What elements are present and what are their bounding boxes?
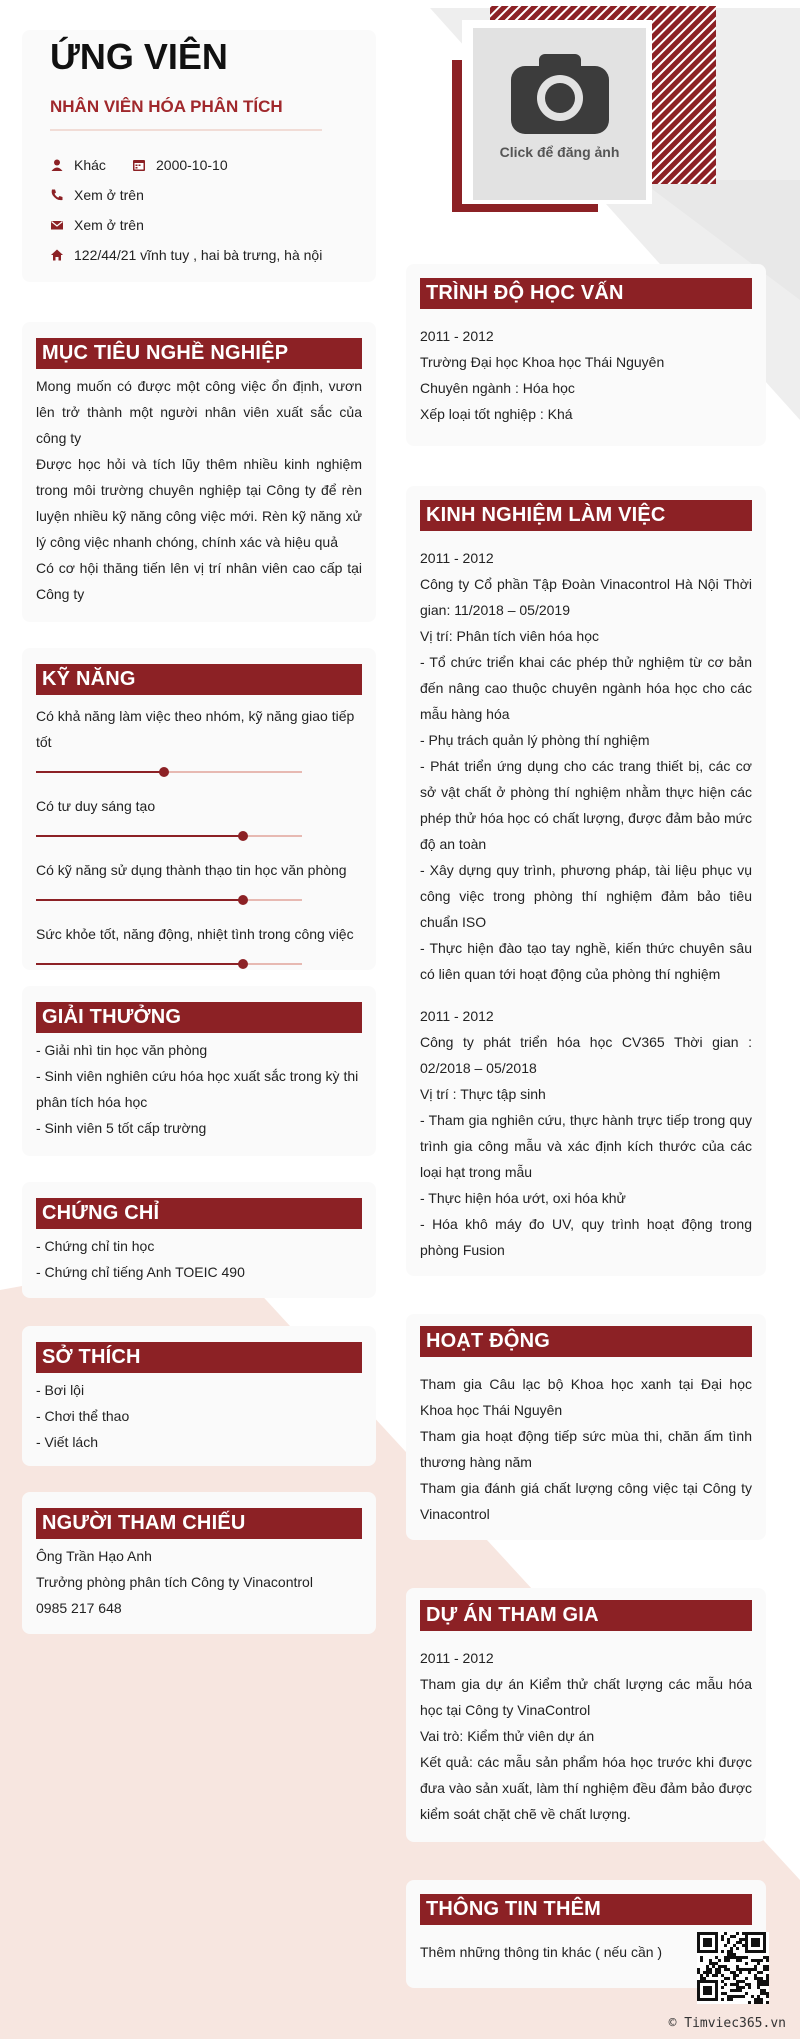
skill-bar <box>36 829 302 843</box>
awards-body <box>36 1037 362 1141</box>
activity-item: Tham gia Câu lạc bộ Khoa học xanh tại Đại học Khoa học Thái Nguyên <box>420 1376 752 1418</box>
certificate-item: - Chứng chỉ tin học <box>36 1238 155 1254</box>
skills-section <box>22 648 376 970</box>
certificates-title: CHỨNG CHỈ <box>36 1198 362 1229</box>
gender-row <box>50 157 106 173</box>
job-period: 2011 - 2012 <box>420 550 494 566</box>
certificates-body <box>36 1233 362 1285</box>
skills-title: KỸ NĂNG <box>36 664 362 695</box>
job-period: 2011 - 2012 <box>420 1008 494 1024</box>
calendar-icon <box>132 158 146 172</box>
reference-line: Ông Trần Hạo Anh <box>36 1548 152 1564</box>
job-duty: - Thực hiện đào tạo tay nghề, kiến thức chuyên sâu có liên quan tới hoạt động của phòng thí nghiệm <box>420 940 752 982</box>
project-role: Vai trò: Kiểm thử viên dự án <box>420 1728 595 1744</box>
phone-row <box>50 187 144 203</box>
job-duty: - Tổ chức triển khai các phép thử nghiệm từ cơ bản đến nâng cao thuộc chuyên ngành hóa học cho các mẫu hàng hóa <box>420 654 752 722</box>
career-goal-line: Được học hỏi và tích lũy thêm nhiều kinh nghiệm trong môi trường chuyên nghiệp tại Công ty để rèn luyện nhiều kỹ năng công việc mới. Rèn kỹ năng xử lý công việc nhanh chóng, chính xác và hiệu quả <box>36 456 362 550</box>
reference-line: Trưởng phòng phân tích Công ty Vinacontrol <box>36 1574 313 1590</box>
skill-label: Có kỹ năng sử dụng thành thạo tin học văn phòng <box>36 862 347 878</box>
skill-knob <box>238 831 248 841</box>
education-body <box>420 323 752 427</box>
phone-icon <box>50 188 64 202</box>
education-title: TRÌNH ĐỘ HỌC VẤN <box>420 278 752 309</box>
activity-item: Tham gia hoạt động tiếp sức mùa thi, chăn ấm tình thương hàng năm <box>420 1428 752 1470</box>
hobby-item: - Chơi thể thao <box>36 1408 130 1424</box>
more-info-title: THÔNG TIN THÊM <box>420 1894 752 1925</box>
award-item: - Sinh viên nghiên cứu hóa học xuất sắc trong kỳ thi phân tích hóa học <box>36 1068 359 1110</box>
project-period: 2011 - 2012 <box>420 1650 494 1666</box>
projects-body <box>420 1645 752 1827</box>
job-duty: - Phát triển ứng dụng cho các trang thiết bị, các cơ sở vật chất ở phòng thí nghiệm nhằm thực hiện các phép thử hóa học có chất lượng, được đảm bảo mức độ an toàn <box>420 758 752 852</box>
projects-title: DỰ ÁN THAM GIA <box>420 1600 752 1631</box>
hobbies-body <box>36 1377 362 1455</box>
email-value: Xem ở trên <box>74 217 144 233</box>
photo-upload-caption: Click để đăng ảnh <box>499 144 620 160</box>
activities-body <box>420 1371 752 1527</box>
job-position: Vị trí : Thực tập sinh <box>420 1086 546 1102</box>
certificates-section <box>22 1182 376 1298</box>
job-title: NHÂN VIÊN HÓA PHÂN TÍCH <box>50 97 283 116</box>
career-goal-line: Mong muốn có được một công việc ổn định, vươn lên trở thành một người nhân viên xuất sắc của công ty <box>36 378 362 446</box>
phone-value: Xem ở trên <box>74 187 144 203</box>
hobbies-title: SỞ THÍCH <box>36 1342 362 1373</box>
job-duty: - Tham gia nghiên cứu, thực hành trực tiếp trong quy trình gia công mẫu và xác định kích thước của các loại hạt trong mẫu <box>420 1112 752 1180</box>
education-major: Chuyên ngành : Hóa học <box>420 380 575 396</box>
education-period: 2011 - 2012 <box>420 328 494 344</box>
activities-section <box>406 1314 766 1540</box>
certificate-item: - Chứng chỉ tiếng Anh TOEIC 490 <box>36 1264 245 1280</box>
skills-list <box>36 703 362 971</box>
awards-section <box>22 986 376 1156</box>
hobby-item: - Bơi lội <box>36 1382 85 1398</box>
skill-fill <box>36 771 164 773</box>
more-info-text: Thêm những thông tin khác ( nếu cần ) <box>420 1944 663 1960</box>
awards-title: GIẢI THƯỞNG <box>36 1002 362 1033</box>
skill-label: Có khả năng làm việc theo nhóm, kỹ năng giao tiếp tốt <box>36 708 355 750</box>
job-company: Công ty Cổ phần Tập Đoàn Vinacontrol Hà Nội Thời gian: 11/2018 – 05/2019 <box>420 576 752 618</box>
email-row <box>50 217 144 233</box>
birthday-row <box>132 157 228 173</box>
qr-code-icon <box>697 1932 769 2004</box>
references-body <box>36 1543 362 1621</box>
skill-fill <box>36 835 243 837</box>
camera-icon <box>509 52 611 136</box>
education-grade: Xếp loại tốt nghiệp : Khá <box>420 406 573 422</box>
address-row <box>50 247 322 263</box>
education-section <box>406 264 766 446</box>
gender-value: Khác <box>74 157 106 173</box>
references-title: NGƯỜI THAM CHIẾU <box>36 1508 362 1539</box>
experience-job-2 <box>420 1003 752 1263</box>
references-section <box>22 1492 376 1634</box>
skill-fill <box>36 963 243 965</box>
education-school: Trường Đại học Khoa học Thái Nguyên <box>420 354 665 370</box>
award-item: - Sinh viên 5 tốt cấp trường <box>36 1120 207 1136</box>
career-goal-title: MỤC TIÊU NGHỀ NGHIỆP <box>36 338 362 369</box>
experience-title: KINH NGHIỆM LÀM VIỆC <box>420 500 752 531</box>
home-icon <box>50 248 64 262</box>
photo-upload[interactable] <box>473 28 646 200</box>
job-position: Vị trí: Phân tích viên hóa học <box>420 628 599 644</box>
skill-label: Sức khỏe tốt, năng động, nhiệt tình trong công việc <box>36 926 354 942</box>
reference-line: 0985 217 648 <box>36 1600 122 1616</box>
job-duty: - Hóa khô máy đo UV, quy trình hoạt động trong phòng Fusion <box>420 1216 752 1258</box>
job-duty: - Xây dựng quy trình, phương pháp, tài liệu phục vụ công việc trong phòng thí nghiệm đảm bảo tiêu chuẩn ISO <box>420 862 752 930</box>
projects-section <box>406 1588 766 1842</box>
career-goal-body <box>36 373 362 607</box>
birthday-value: 2000-10-10 <box>156 157 228 173</box>
skill-fill <box>36 899 243 901</box>
job-title-underline <box>50 129 322 131</box>
skill-label: Có tư duy sáng tạo <box>36 798 156 814</box>
email-icon <box>50 218 64 232</box>
person-icon <box>50 158 64 172</box>
skill-bar <box>36 957 302 971</box>
activity-item: Tham gia đánh giá chất lượng công việc tại Công ty Vinacontrol <box>420 1480 752 1522</box>
project-name: Tham gia dự án Kiểm thử chất lượng các mẫu hóa học tại Công ty VinaControl <box>420 1676 752 1718</box>
activities-title: HOẠT ĐỘNG <box>420 1326 752 1357</box>
career-goal-line: Có cơ hội thăng tiến lên vị trí nhân viên cao cấp tại Công ty <box>36 560 362 602</box>
hobby-item: - Viết lách <box>36 1434 98 1450</box>
copyright: © Timviec365.vn <box>668 2016 786 2031</box>
job-duty: - Thực hiện hóa ướt, oxi hóa khử <box>420 1190 626 1206</box>
job-company: Công ty phát triển hóa học CV365 Thời gian : 02/2018 – 05/2018 <box>420 1034 752 1076</box>
project-result: Kết quả: các mẫu sản phẩm hóa học trước khi được đưa vào sản xuất, làm thí nghiệm đều đảm bảo được kiểm soát chặt chẽ về chất lượng. <box>420 1754 752 1822</box>
skill-bar <box>36 893 302 907</box>
career-goal-section <box>22 322 376 622</box>
experience-job-1 <box>420 545 752 987</box>
skill-knob <box>238 959 248 969</box>
address-value: 122/44/21 vĩnh tuy , hai bà trưng, hà nội <box>74 247 323 263</box>
skill-bar <box>36 765 302 779</box>
candidate-name: ỨNG VIÊN <box>50 36 228 77</box>
job-duty: - Phụ trách quản lý phòng thí nghiệm <box>420 732 650 748</box>
experience-section <box>406 486 766 1276</box>
hobbies-section <box>22 1326 376 1466</box>
skill-knob <box>159 767 169 777</box>
skill-knob <box>238 895 248 905</box>
award-item: - Giải nhì tin học văn phòng <box>36 1042 208 1058</box>
